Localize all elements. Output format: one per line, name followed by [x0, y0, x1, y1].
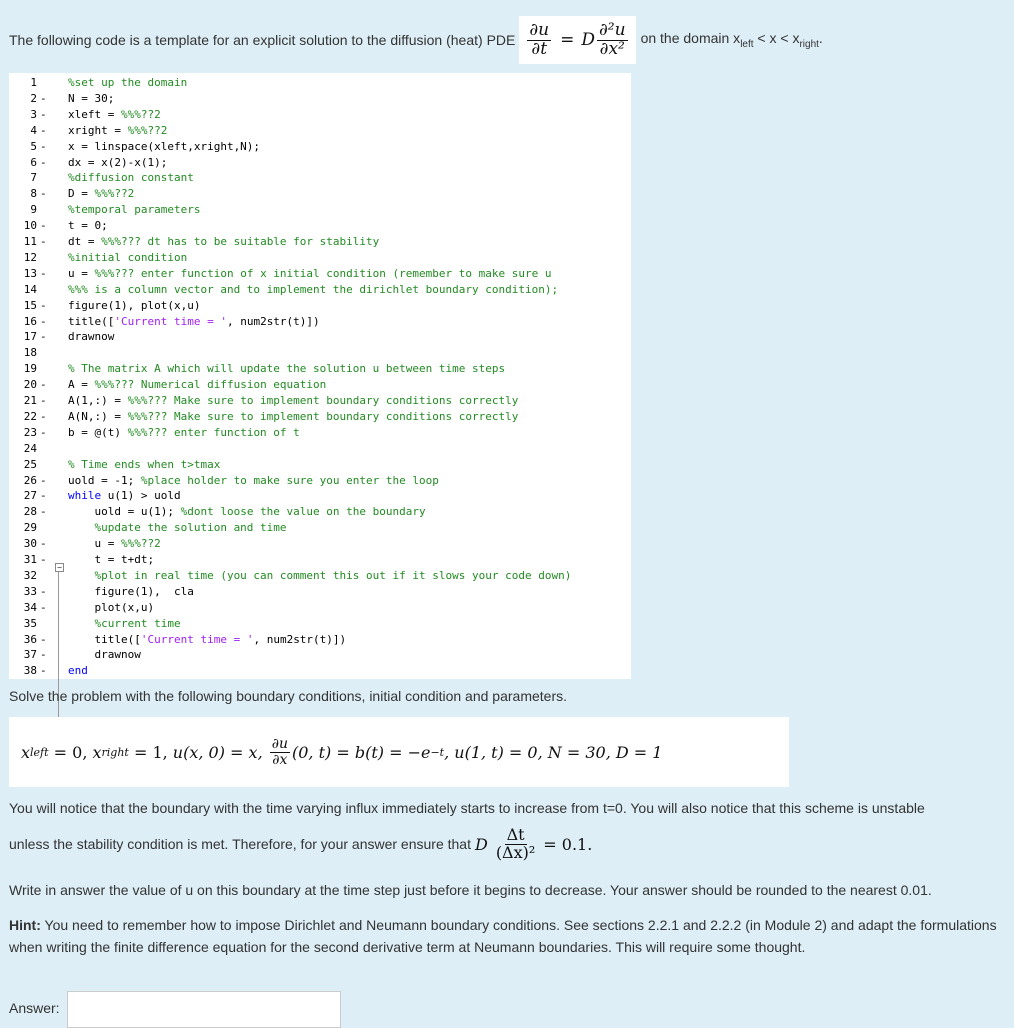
code-text: [68, 504, 426, 520]
code-text: [68, 552, 154, 568]
bc-eq1: = 0,: [48, 742, 93, 762]
code-line: [9, 377, 631, 393]
line-number: 8: [30, 187, 37, 201]
domain-sub-right: right: [799, 38, 819, 50]
code-text: [68, 409, 518, 425]
code-line: [9, 298, 631, 314]
code-token: title([: [68, 632, 141, 646]
breakpoint-marker[interactable]: -: [40, 600, 47, 614]
code-text: [68, 329, 114, 345]
domain-text: [641, 30, 823, 50]
code-text: [68, 218, 108, 234]
line-number: 2: [30, 91, 37, 105]
breakpoint-marker[interactable]: -: [40, 378, 47, 392]
code-text: [68, 314, 320, 330]
code-text: [68, 361, 505, 377]
code-line: [9, 568, 631, 584]
intro-line: [9, 18, 1009, 62]
boundary-conditions-equation: [9, 717, 789, 787]
breakpoint-marker[interactable]: -: [40, 489, 47, 503]
stab-den: (Δx)²: [495, 842, 536, 862]
code-text: [68, 91, 114, 107]
solve-instruction: Solve the problem with the following boundary conditions, initial condition and parameters.: [9, 688, 567, 704]
code-token: , num2str(t)]): [253, 632, 347, 646]
code-line: [9, 202, 631, 218]
fold-toggle-icon[interactable]: −: [55, 563, 64, 572]
code-text: [68, 584, 194, 600]
breakpoint-marker[interactable]: -: [40, 537, 47, 551]
line-number: 21: [23, 394, 37, 407]
code-text: [68, 473, 439, 489]
code-text: [68, 520, 287, 536]
code-line: [9, 616, 631, 632]
code-token: %current time: [68, 616, 181, 630]
code-line: [9, 425, 631, 441]
stab-coef: D: [474, 834, 488, 854]
code-line: [9, 329, 631, 345]
code-text: [68, 425, 300, 441]
code-line: [9, 75, 631, 91]
bc-tail: , u(1, t) = 0, N = 30, D = 1: [444, 742, 663, 762]
breakpoint-marker[interactable]: -: [40, 139, 47, 153]
stability-condition: [474, 824, 593, 862]
code-token: %dont loose the value on the boundary: [180, 505, 426, 519]
code-line: [9, 441, 631, 457]
code-line: [9, 536, 631, 552]
code-token: plot(x,u): [68, 600, 155, 614]
breakpoint-marker[interactable]: -: [40, 505, 47, 519]
hint-label: Hint:: [9, 917, 41, 933]
line-number: 18: [23, 346, 37, 360]
code-line: [9, 218, 631, 234]
code-line: [9, 139, 631, 155]
code-token: t = 0;: [68, 219, 108, 233]
code-text: [68, 186, 134, 202]
code-token: 'Current time = ': [140, 632, 254, 646]
line-number: 25: [23, 457, 37, 471]
code-line: [9, 663, 631, 679]
code-token: A =: [68, 378, 95, 392]
line-number: 4: [30, 123, 37, 137]
bc-du-num: ∂u: [271, 735, 288, 752]
code-token: %set up the domain: [68, 76, 188, 89]
line-number: 35: [23, 616, 37, 630]
code-text: [68, 457, 220, 473]
code-token: A(1,:) =: [68, 394, 128, 407]
code-token: x = linspace(xleft,xright,N);: [68, 139, 261, 153]
notice-line-1: You will notice that the boundary with the time varying influx immediately starts to increase from t=0. You will also notice that this scheme is unstable: [9, 800, 925, 816]
code-text: [68, 568, 571, 584]
line-number: 26: [23, 473, 37, 487]
code-line: [9, 504, 631, 520]
code-line: [9, 361, 631, 377]
code-token: N = 30;: [68, 91, 115, 105]
code-token: u =: [68, 537, 121, 551]
line-number: 3: [30, 107, 37, 121]
line-number: 32: [23, 568, 37, 582]
line-number: 9: [30, 203, 37, 217]
code-text: [68, 600, 154, 616]
code-token: %temporal parameters: [68, 203, 201, 217]
breakpoint-marker[interactable]: -: [40, 425, 47, 439]
code-token: D =: [68, 187, 95, 201]
code-token: t = t+dt;: [68, 553, 155, 566]
code-token: uold = u(1);: [68, 505, 181, 519]
line-number: 19: [23, 362, 37, 376]
line-number: 15: [23, 298, 37, 312]
code-token: %%%??? dt has to be suitable for stability: [101, 235, 380, 248]
notice-line-2-text: unless the stability condition is met. Therefore, for your answer ensure that: [9, 836, 471, 852]
domain-text-a: on the domain x: [640, 30, 741, 47]
code-text: [68, 488, 181, 504]
code-token: A(N,:) =: [68, 409, 128, 423]
breakpoint-marker[interactable]: -: [40, 91, 47, 105]
breakpoint-marker[interactable]: -: [40, 219, 47, 233]
breakpoint-marker[interactable]: -: [40, 584, 47, 598]
code-text: [68, 202, 200, 218]
code-line: [9, 266, 631, 282]
code-text: [68, 266, 551, 282]
code-token: u(1) > uold: [101, 489, 181, 503]
code-text: [68, 616, 181, 632]
line-number: 37: [23, 648, 37, 662]
code-token: %%%??2: [120, 537, 161, 551]
code-token: %%%??? enter function of t: [127, 425, 300, 439]
breakpoint-marker[interactable]: -: [40, 107, 47, 121]
breakpoint-marker[interactable]: -: [40, 330, 47, 344]
code-text: [68, 393, 518, 409]
line-number: 11: [23, 235, 37, 248]
line-number: 23: [23, 425, 37, 439]
breakpoint-marker[interactable]: -: [40, 187, 47, 201]
code-line: [9, 91, 631, 107]
code-text: [68, 155, 167, 171]
code-editor: [9, 73, 631, 679]
line-number: 36: [23, 632, 37, 646]
code-text: [68, 234, 379, 250]
code-token: dx = x(2)-x(1);: [68, 155, 168, 169]
code-line: [9, 250, 631, 266]
pde-rhs-fraction: [597, 19, 628, 59]
code-token: figure(1), cla: [68, 584, 194, 598]
code-token: %plot in real time (you can comment this out if it slows your code down): [68, 568, 572, 582]
answer-label: Answer:: [9, 1000, 60, 1016]
line-number: 6: [30, 155, 37, 169]
line-number: 14: [23, 282, 37, 296]
code-token: 'Current time = ': [114, 314, 227, 328]
bc-du-den: ∂x: [272, 751, 288, 768]
line-number: 10: [23, 219, 37, 233]
code-text: [68, 282, 558, 298]
code-line: [9, 600, 631, 616]
line-number: 34: [23, 600, 37, 614]
code-line: [9, 409, 631, 425]
code-text: [68, 647, 141, 663]
bc-xleft-sub: left: [30, 745, 49, 759]
code-text: [68, 377, 326, 393]
line-number: 1: [30, 76, 37, 89]
code-token: , num2str(t)]): [226, 314, 320, 328]
code-line: [9, 155, 631, 171]
breakpoint-marker[interactable]: -: [40, 235, 47, 248]
bc-xleft: x: [21, 742, 31, 762]
pde-equation: [519, 16, 635, 64]
bc-eq2: = 1,: [128, 742, 173, 762]
line-number: 29: [23, 521, 37, 535]
pde-rhs-num: ∂²u: [599, 19, 626, 40]
breakpoint-marker[interactable]: -: [40, 409, 47, 423]
code-line: [9, 170, 631, 186]
line-number: 13: [23, 266, 37, 280]
bc-xright: x: [92, 742, 102, 762]
code-line: [9, 584, 631, 600]
breakpoint-marker[interactable]: -: [40, 123, 47, 137]
code-token: drawnow: [68, 330, 115, 344]
breakpoint-marker[interactable]: -: [40, 664, 47, 678]
pde-equals: =: [560, 30, 575, 50]
code-token: %%%??2: [127, 123, 168, 137]
code-token: % Time ends when t>tmax: [68, 457, 221, 471]
line-number: 17: [23, 330, 37, 344]
domain-text-b: < x < x: [753, 30, 800, 47]
stab-num: Δt: [506, 824, 525, 844]
line-number: 33: [23, 584, 37, 598]
code-line: [9, 457, 631, 473]
bc-xright-sub: right: [101, 745, 129, 759]
code-token: uold = -1;: [68, 473, 141, 487]
code-token: end: [68, 664, 88, 678]
line-number: 16: [23, 314, 37, 328]
code-token: %%% is a column vector and to implement the dirichlet boundary condition);: [68, 282, 559, 296]
code-line: [9, 314, 631, 330]
domain-text-end: .: [818, 30, 823, 47]
code-token: %diffusion constant: [68, 171, 194, 185]
code-line: [9, 234, 631, 250]
line-number: 31: [23, 553, 37, 566]
hint-paragraph: [9, 914, 1009, 958]
code-token: %%%??? Numerical diffusion equation: [94, 378, 327, 392]
code-text: [68, 170, 194, 186]
code-token: figure(1), plot(x,u): [68, 298, 201, 312]
code-token: %initial condition: [68, 250, 188, 264]
line-number: 24: [23, 441, 37, 455]
line-number: 30: [23, 537, 37, 551]
answer-instruction: Write in answer the value of u on this boundary at the time step just before it begins to decrease. Your answer should be rounded to the nearest 0.01.: [9, 882, 932, 898]
notice-line-2: [9, 822, 1009, 866]
breakpoint-marker[interactable]: -: [40, 553, 47, 566]
breakpoint-marker[interactable]: -: [40, 298, 47, 312]
pde-lhs-fraction: [527, 19, 551, 59]
code-line: [9, 393, 631, 409]
code-line: [9, 473, 631, 489]
code-text: [68, 632, 346, 648]
code-line: [9, 345, 631, 361]
code-line: [9, 282, 631, 298]
code-text: [68, 123, 167, 139]
code-token: %%%??2: [120, 107, 161, 121]
bc-du-fraction: [270, 737, 290, 767]
code-token: %%%??? Make sure to implement boundary conditions correctly: [127, 409, 519, 423]
stab-rest: = 0.1.: [543, 834, 593, 854]
bc-neumann: (0, t) = b(t) = −e: [292, 742, 431, 762]
code-token: %%%??? Make sure to implement boundary conditions correctly: [127, 394, 519, 407]
code-text: [68, 250, 187, 266]
code-token: %place holder to make sure you enter the loop: [140, 473, 439, 487]
code-text: [68, 298, 200, 314]
code-text: [68, 107, 161, 123]
code-token: % The matrix A which will update the solution u between time steps: [68, 362, 506, 376]
pde-coef: D: [581, 30, 595, 50]
code-line: [9, 552, 631, 568]
bc-initial-condition: u(x, 0) = x,: [172, 742, 268, 762]
breakpoint-marker[interactable]: -: [40, 155, 47, 169]
line-number: 28: [23, 505, 37, 519]
code-token: xleft =: [68, 107, 121, 121]
line-number: 7: [30, 171, 37, 185]
breakpoint-marker[interactable]: -: [40, 632, 47, 646]
code-token: dt =: [68, 235, 102, 248]
bc-exp: −t: [430, 745, 445, 759]
code-line: [9, 186, 631, 202]
stab-fraction: [494, 824, 537, 862]
code-token: drawnow: [68, 648, 141, 662]
pde-lhs-num: ∂u: [529, 19, 550, 40]
breakpoint-marker[interactable]: -: [40, 473, 47, 487]
code-line: [9, 107, 631, 123]
code-token: %%%??2: [94, 187, 135, 201]
code-token: %update the solution and time: [68, 521, 287, 535]
breakpoint-marker[interactable]: -: [40, 648, 47, 662]
pde-rhs-den: ∂x²: [599, 38, 625, 59]
hint-text: You need to remember how to impose Dirichlet and Neumann boundary conditions. See sections 2.2.1 and 2.2.2 (in Module 2) and adapt the formulations when writing the finite difference equation for the second derivative term at Neumann boundaries. This will require some thought.: [9, 917, 997, 955]
domain-sub-left: left: [740, 38, 754, 50]
line-number: 27: [23, 489, 37, 503]
code-token: while: [68, 489, 102, 503]
breakpoint-marker[interactable]: -: [40, 394, 47, 407]
code-token: title([: [68, 314, 115, 328]
pde-lhs-den: ∂t: [531, 38, 548, 59]
code-token: u =: [68, 266, 95, 280]
code-token: %%%??? enter function of x initial condition (remember to make sure u: [94, 266, 552, 280]
breakpoint-marker[interactable]: -: [40, 314, 47, 328]
line-number: 22: [23, 409, 37, 423]
code-line: [9, 632, 631, 648]
line-number: 20: [23, 378, 37, 392]
line-number: 38: [23, 664, 37, 678]
code-text: [68, 536, 161, 552]
code-line: [9, 520, 631, 536]
line-number: 5: [30, 139, 37, 153]
code-line: [9, 488, 631, 504]
code-text: [68, 139, 260, 155]
code-text: [68, 75, 187, 91]
code-token: xright =: [68, 123, 128, 137]
code-token: b = @(t): [68, 425, 128, 439]
answer-input[interactable]: [67, 991, 341, 1028]
line-number: 12: [23, 250, 37, 264]
code-line: [9, 123, 631, 139]
intro-text: The following code is a template for an explicit solution to the diffusion (heat) PDE: [9, 32, 516, 48]
breakpoint-marker[interactable]: -: [40, 266, 47, 280]
code-text: [68, 663, 88, 679]
code-line: [9, 647, 631, 663]
